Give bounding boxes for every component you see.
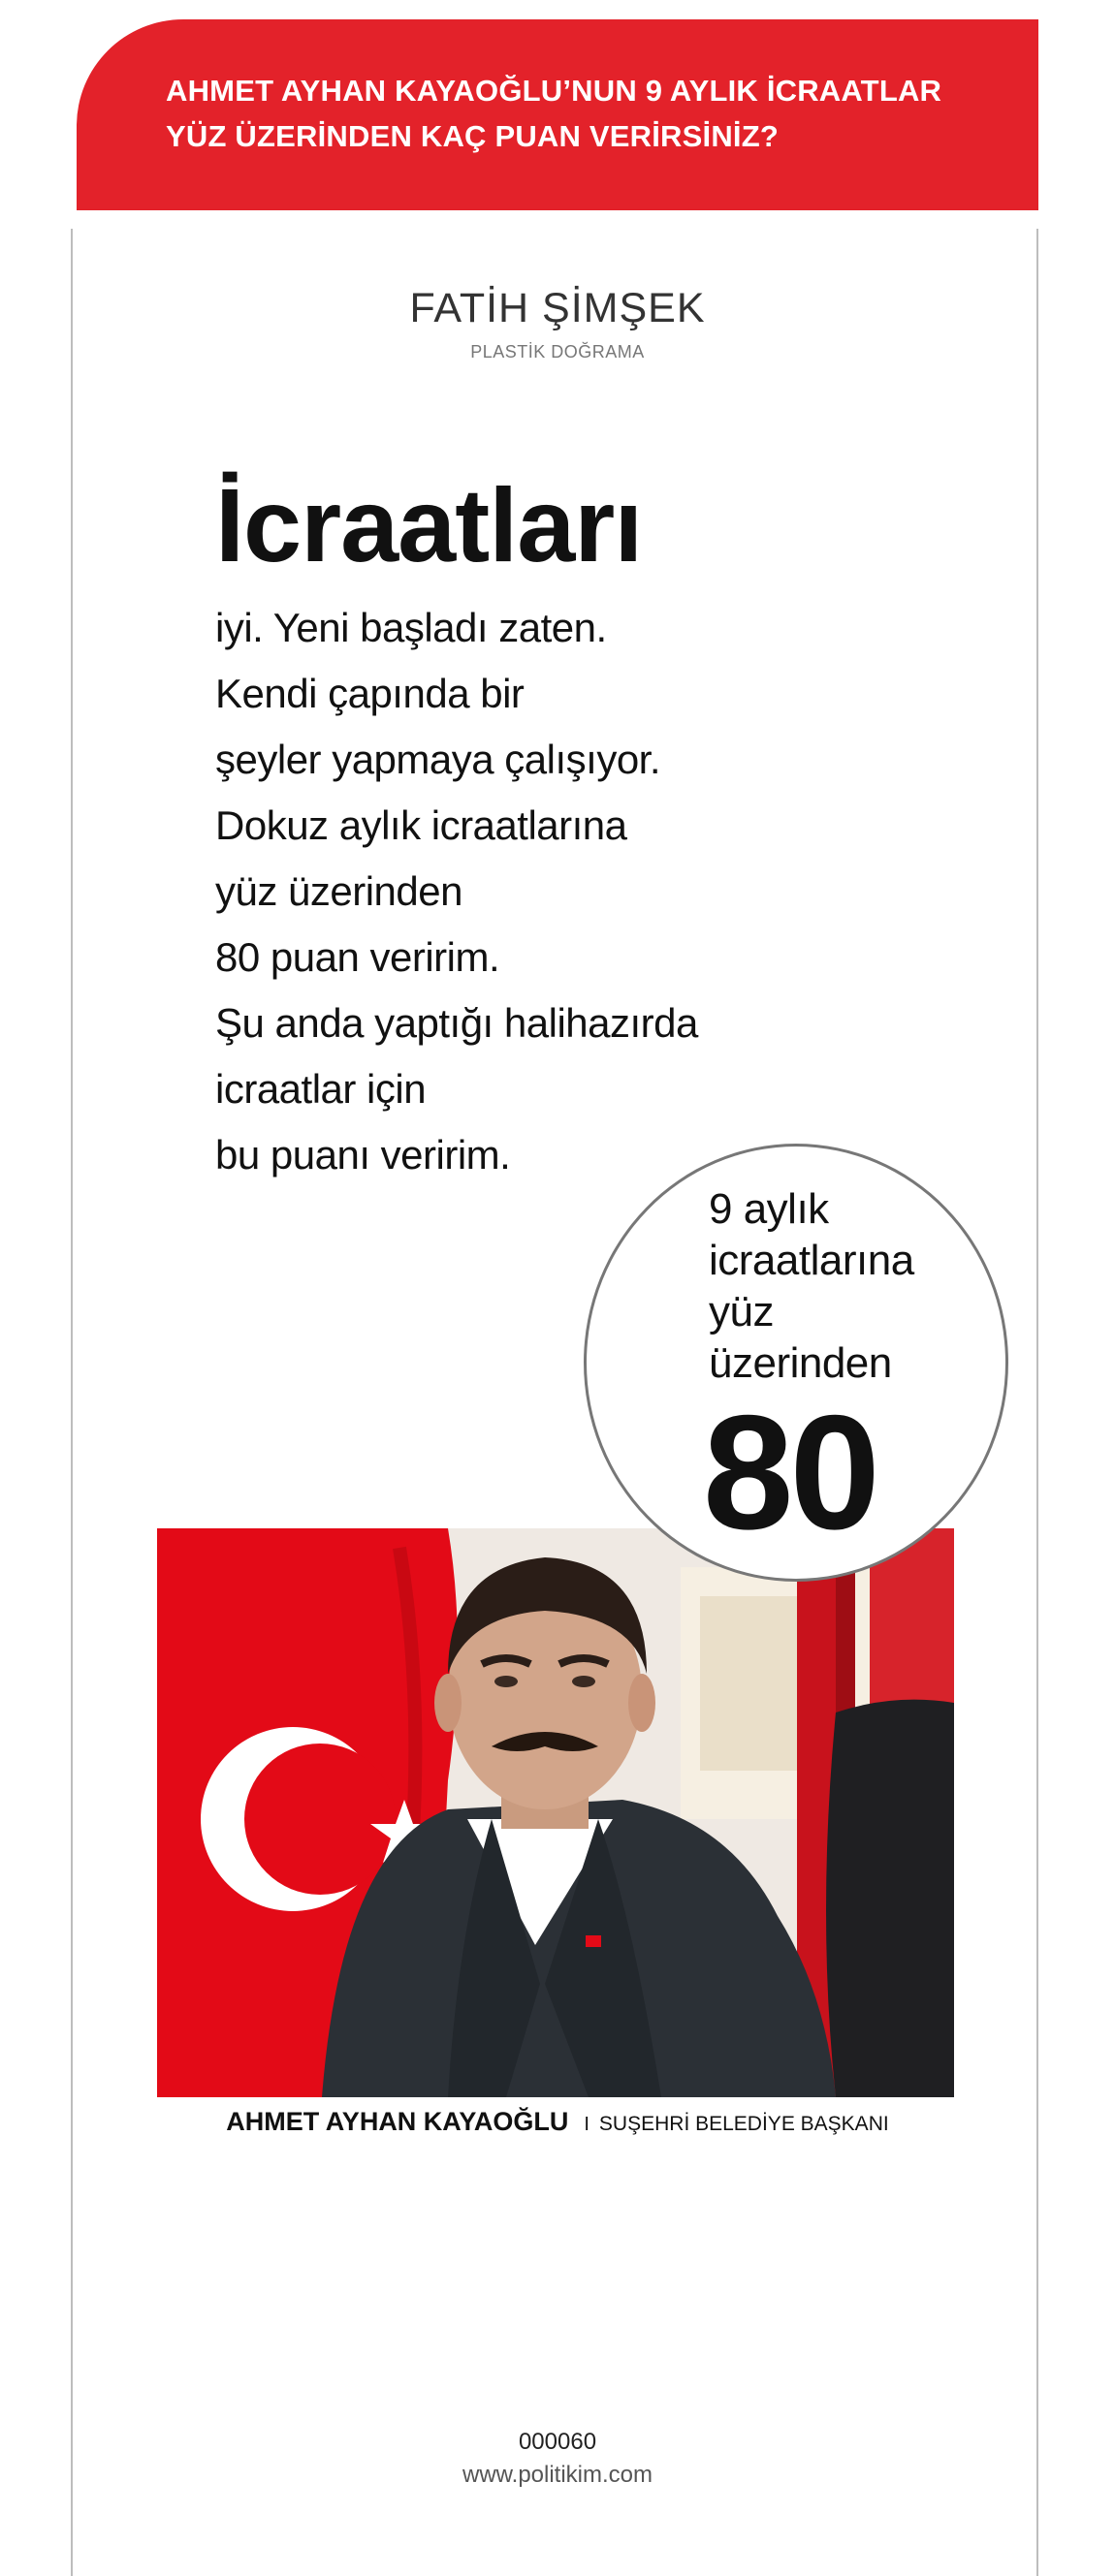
- article-heading: İcraatları: [215, 466, 643, 583]
- respondent-name: FATİH ŞİMŞEK: [409, 285, 706, 331]
- quote-line: iyi. Yeni başladı zaten.: [215, 605, 607, 650]
- badge-line: 9 aylık: [709, 1185, 829, 1233]
- quote-line: yüz üzerinden: [215, 868, 462, 914]
- photo-caption: [0, 2107, 1115, 2137]
- footer-code: 000060: [518, 2429, 597, 2455]
- score-badge: [584, 1144, 1008, 1582]
- banner-line-1: AHMET AYHAN KAYAOĞLU’NUN 9 AYLIK İCRAATLAR: [166, 74, 942, 108]
- quote-line: icraatlar için: [215, 1066, 427, 1112]
- mayor-portrait-illustration: [157, 1528, 954, 2097]
- quote-line: 80 puan veririm.: [215, 934, 500, 980]
- score-value: 80: [703, 1381, 876, 1563]
- badge-line: üzerinden: [709, 1339, 892, 1387]
- caption-separator: I: [584, 2114, 589, 2135]
- badge-line: icraatlarına: [709, 1237, 914, 1284]
- quote-line: Şu anda yaptığı halihazırda: [215, 1000, 698, 1046]
- mayor-photo: [157, 1528, 954, 2097]
- score-badge-label: [709, 1183, 914, 1389]
- quote-line: Kendi çapında bir: [215, 671, 525, 716]
- caption-role: SUŞEHRİ BELEDİYE BAŞKANI: [598, 2113, 889, 2135]
- caption-name: AHMET AYHAN KAYAOĞLU: [226, 2107, 569, 2136]
- article-quote: [215, 595, 698, 1188]
- banner-line-2: YÜZ ÜZERİNDEN KAÇ PUAN VERİRSİNİZ?: [166, 119, 779, 153]
- quote-line: bu puanı veririm.: [215, 1132, 511, 1178]
- quote-line: şeyler yapmaya çalışıyor.: [215, 737, 661, 782]
- quote-line: Dokuz aylık icraatlarına: [215, 802, 627, 848]
- badge-line: yüz: [709, 1288, 774, 1335]
- question-banner: [77, 19, 1038, 210]
- footer-url: www.politikim.com: [462, 2462, 653, 2488]
- respondent-occupation: PLASTİK DOĞRAMA: [470, 342, 645, 361]
